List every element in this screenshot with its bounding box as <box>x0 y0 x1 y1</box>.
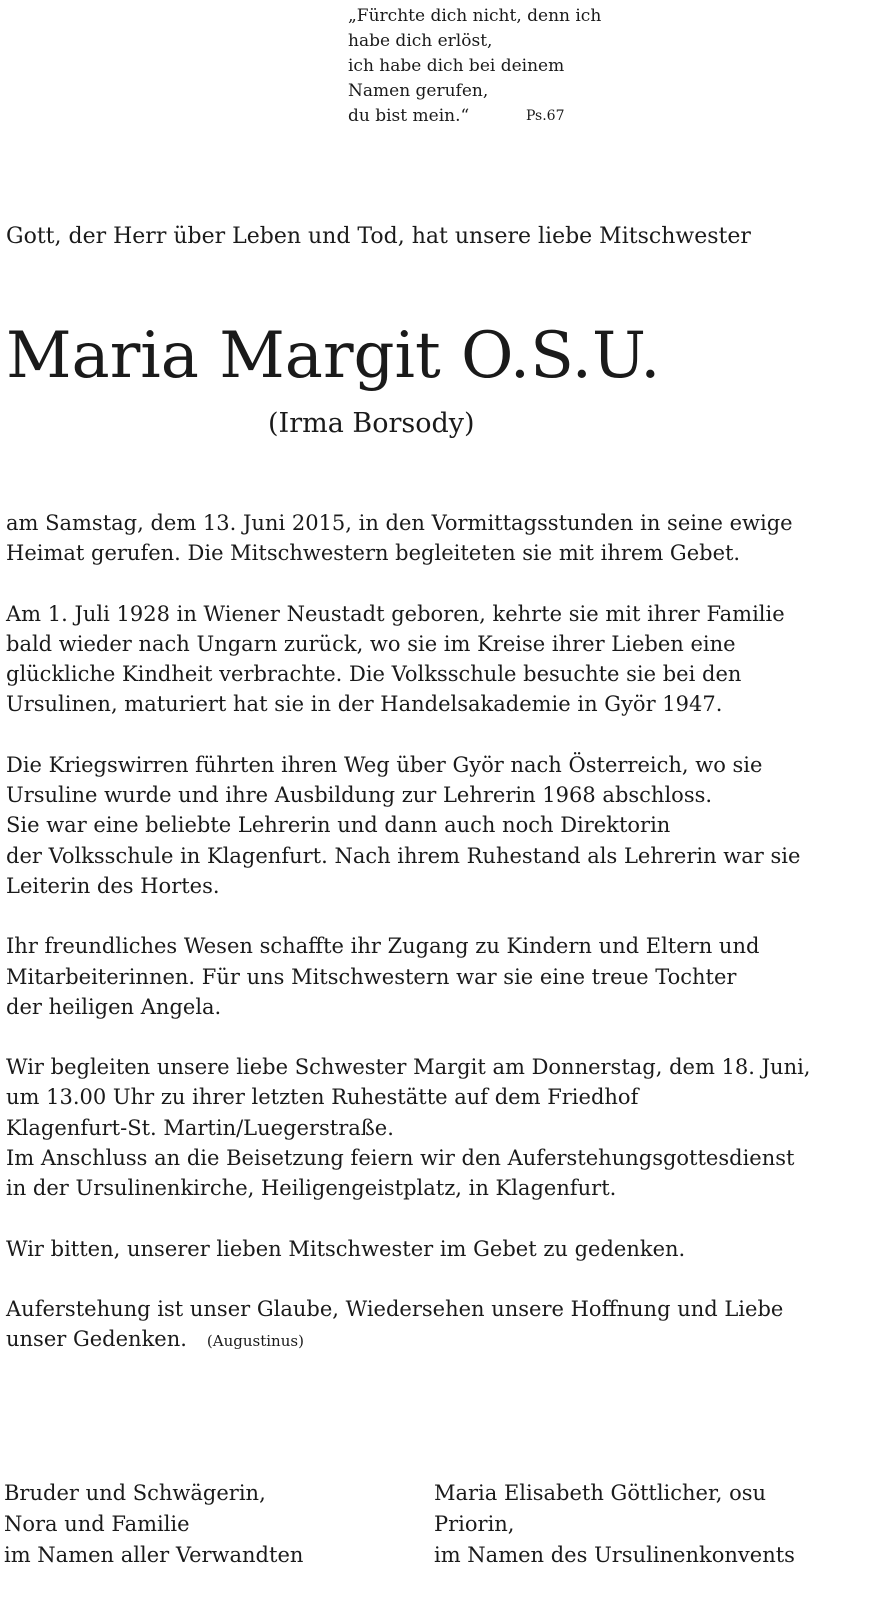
signature-line: im Namen des Ursulinenkonvents <box>434 1543 795 1567</box>
signature-line: im Namen aller Verwandten <box>4 1543 304 1567</box>
text-line: um 13.00 Uhr zu ihrer letzten Ruhestätte auf dem Friedhof <box>6 1085 639 1110</box>
deceased-name: Maria Margit O.S.U. <box>6 319 661 393</box>
paragraph-death <box>6 508 886 569</box>
text-line: Am 1. Juli 1928 in Wiener Neustadt geboren, kehrte sie mit ihrer Familie <box>6 601 785 626</box>
paragraph-funeral <box>6 1052 886 1203</box>
quote-line: Namen gerufen, <box>348 81 489 101</box>
quote-reference: Ps.67 <box>526 108 565 124</box>
signature-convent <box>434 1478 795 1571</box>
signature-line: Priorin, <box>434 1512 515 1536</box>
paragraph-career <box>6 750 886 901</box>
bible-quote <box>348 4 648 129</box>
text-line <box>6 1324 886 1356</box>
text-line: Mitarbeiterinnen. Für uns Mitschwestern war sie eine treue Tochter <box>6 964 737 989</box>
text-line: Wir bitten, unserer lieben Mitschwester im Gebet zu gedenken. <box>6 1236 686 1261</box>
text-line: bald wieder nach Ungarn zurück, wo sie im Kreise ihrer Lieben eine <box>6 631 736 656</box>
paragraph-childhood <box>6 599 886 720</box>
text-line: Ihr freundliches Wesen schaffte ihr Zugang zu Kindern und Eltern und <box>6 934 760 959</box>
signature-line: Maria Elisabeth Göttlicher, osu <box>434 1481 767 1505</box>
text-line: in der Ursulinenkirche, Heiligengeistplatz, in Klagenfurt. <box>6 1176 617 1201</box>
text-line: Heimat gerufen. Die Mitschwestern begleiteten sie mit ihrem Gebet. <box>6 541 741 566</box>
paragraph-closing <box>6 1294 886 1357</box>
text-line: Sie war eine beliebte Lehrerin und dann auch noch Direktorin <box>6 813 671 838</box>
text-fragment: unser Gedenken. <box>6 1327 187 1352</box>
quote-line: „Fürchte dich nicht, denn ich <box>348 6 602 26</box>
text-line: Klagenfurt-St. Martin/Luegerstraße. <box>6 1115 394 1140</box>
signature-line: Bruder und Schwägerin, <box>4 1481 266 1505</box>
signature-line: Nora und Familie <box>4 1512 190 1536</box>
paragraph-character <box>6 931 886 1022</box>
text-line: Die Kriegswirren führten ihren Weg über Györ nach Österreich, wo sie <box>6 752 763 777</box>
text-line: Ursuline wurde und ihre Ausbildung zur Lehrerin 1968 abschloss. <box>6 783 713 808</box>
quote-line: du bist mein.“ <box>348 106 470 126</box>
text-line: Wir begleiten unsere liebe Schwester Margit am Donnerstag, dem 18. Juni, <box>6 1055 811 1080</box>
paragraph-prayer <box>6 1234 886 1264</box>
text-line: Auferstehung ist unser Glaube, Wiedersehen unsere Hoffnung und Liebe <box>6 1296 784 1321</box>
text-line: Im Anschluss an die Beisetzung feiern wir den Auferstehungsgottesdienst <box>6 1146 795 1171</box>
closing-reference: (Augustinus) <box>206 1332 304 1351</box>
intro-line: Gott, der Herr über Leben und Tod, hat unsere liebe Mitschwester <box>6 224 751 249</box>
text-line: der heiligen Angela. <box>6 994 222 1019</box>
text-line: Leiterin des Hortes. <box>6 873 220 898</box>
obituary-body <box>6 508 886 1387</box>
text-line: am Samstag, dem 13. Juni 2015, in den Vormittagsstunden in seine ewige <box>6 511 793 535</box>
birth-name: (Irma Borsody) <box>268 408 475 439</box>
signature-family <box>4 1478 303 1571</box>
quote-line: habe dich erlöst, <box>348 31 493 51</box>
text-line: Ursulinen, maturiert hat sie in der Handelsakademie in Györ 1947. <box>6 692 723 717</box>
text-line: glückliche Kindheit verbrachte. Die Volksschule besuchte sie bei den <box>6 662 742 687</box>
quote-line: ich habe dich bei deinem <box>348 56 565 76</box>
text-line: der Volksschule in Klagenfurt. Nach ihrem Ruhestand als Lehrerin war sie <box>6 843 801 868</box>
